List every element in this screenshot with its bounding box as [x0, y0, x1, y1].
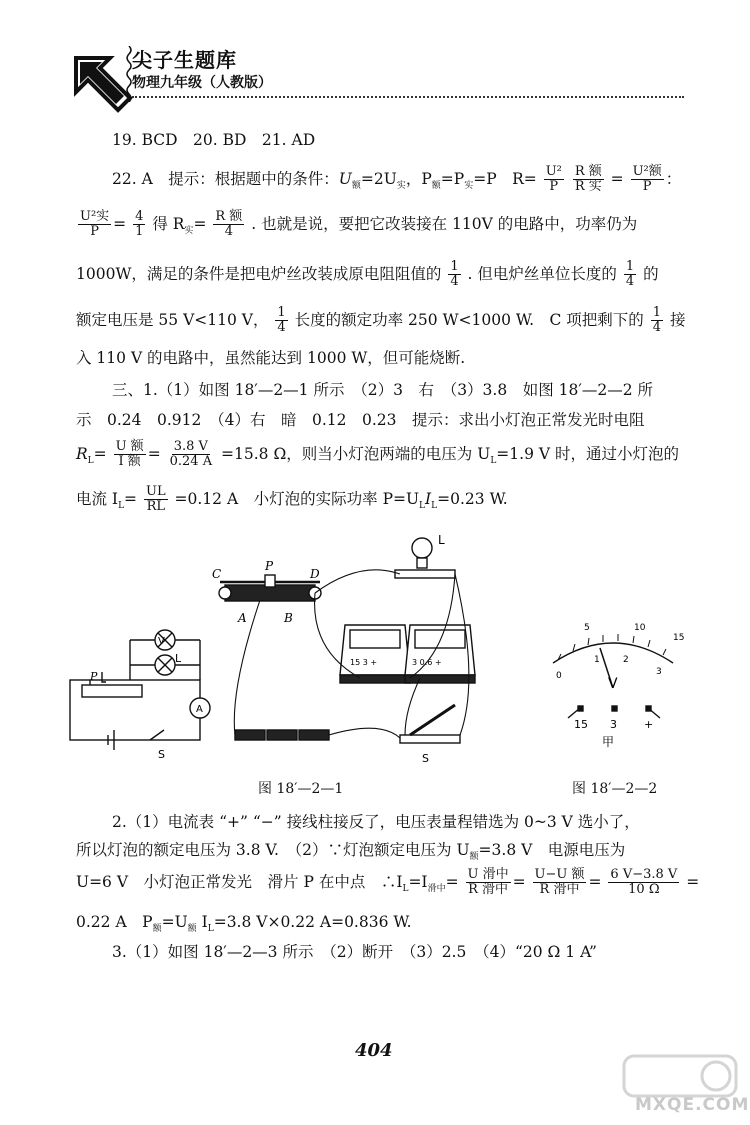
- book-title: 尖子生题库: [132, 48, 237, 72]
- answer-line: 入 110 V 的电路中，虽然能达到 1000 W，但可能烧断.: [76, 349, 466, 367]
- fraction: $\frac{\text{U²额}}{P}$: [632, 164, 662, 195]
- fraction: $\frac{1}{4}$: [652, 305, 662, 336]
- page-number: 404: [355, 1040, 393, 1061]
- circuit-figure-1: [60, 530, 480, 780]
- rheostat: [219, 575, 321, 601]
- fraction: $\frac{\text{U 滑中}}{\text{R 滑中}}$: [467, 867, 509, 898]
- fraction: $\frac{3.8 V}{0.24 A}$: [169, 439, 213, 470]
- scale-unit: V: [608, 676, 618, 692]
- figure-2-caption: 图 18′—2—2: [572, 781, 658, 797]
- answer-line: $\frac{\text{U²实}}{P}$ = $\frac{4}{1}$ 得 $R_实=$ $\frac{\text{R 额}}{4}$ . 也就是说，要把它改装接在 110V 的电路中，功率仍为: [80, 209, 638, 240]
- scale-bottom-2: 2: [623, 655, 629, 665]
- answer-line: 22. A 提示：根据题中的条件：$U_额=2U_实$，$P_额=P_实=P$ R= $\frac{\text{U²}}{P}$ $\frac{\text{R 额}}{\text{R 实}}$ = $\frac{\text{U²额}}{P}$ ：: [112, 164, 682, 195]
- answer-line: 2.（1）电流表 “+” “−” 接线柱接反了，电压表量程错选为 0~3 V 选小了，: [112, 813, 640, 831]
- scale-top-10: 10: [634, 623, 646, 633]
- terminal-c-label: C: [212, 567, 222, 581]
- fraction: $\frac{\text{U²}}{P}$: [545, 164, 562, 195]
- lamp-label: L: [175, 652, 182, 665]
- fraction: $\frac{\text{R 额}}{\text{R 实}}$: [574, 164, 602, 195]
- fraction: $\frac{\text{R 额}}{4}$: [215, 209, 243, 240]
- fraction: $\frac{\text{U²实}}{P}$: [80, 209, 110, 240]
- lamp: [395, 538, 455, 578]
- answer-line: 1000W，满足的条件是把电炉丝改装成原电阻阻值的 $\frac{1}{4}$ . 但电炉丝单位长度的 $\frac{1}{4}$ 的: [76, 259, 659, 290]
- terminal-d-label: D: [310, 567, 320, 581]
- scale-top-15: 15: [673, 633, 685, 643]
- knife-switch: [400, 705, 460, 743]
- fraction: $\frac{\text{U 额}}{\text{I 额}}$: [115, 439, 144, 470]
- answer-line: U=6 V 小灯泡正常发光 滑片 P 在中点 $\therefore I_L=I_{滑中}=$ $\frac{\text{U 滑中}}{\text{R 滑中}}$ = $\frac{\text{U−U 额}}{\text{R 滑中}}$ = $\frac{6 V-3.8 V}{10 \Omega}$ =: [76, 867, 700, 898]
- terminal-3: 3: [610, 718, 617, 731]
- switch-symbol-label: S: [158, 748, 165, 761]
- fraction: $\frac{1}{4}$: [277, 305, 286, 336]
- figure-jia-label: 甲: [602, 735, 615, 748]
- slider-label: P: [90, 670, 98, 683]
- dial-terminals: [568, 706, 660, 718]
- switch-s-label: S: [422, 752, 429, 765]
- answer-line: 额定电压是 55 V<110 V， $\frac{1}{4}$ 长度的额定功率 250 W<1000 W. C 项把剩下的 $\frac{1}{4}$ 接: [76, 305, 686, 336]
- dial-ticks: [558, 634, 666, 660]
- voltmeter-symbol-label: V: [158, 636, 165, 647]
- answer-line: 示 0.24 0.912 （4）右 暗 0.12 0.23 提示：求出小灯泡正常发光时电阻: [76, 411, 645, 429]
- watermark-text: MXQE.COM: [635, 1095, 750, 1115]
- answer-line: 0.22 A $P_额=U_额$ $I_L=3.8$ V×0.22 A=0.836 W.: [76, 913, 412, 935]
- lamp-l-label: L: [438, 533, 445, 547]
- voltmeter-dial-figure: [538, 618, 688, 748]
- figure-1-caption: 图 18′—2—1: [258, 781, 344, 797]
- terminal-b-label: B: [284, 611, 293, 625]
- scale-bottom-0: 0: [556, 671, 562, 681]
- book-subtitle: 物理九年级（人教版）: [132, 75, 272, 91]
- fraction: $\frac{1}{4}$: [625, 259, 635, 290]
- voltmeter: [340, 625, 410, 683]
- header-rule: [132, 96, 684, 98]
- fraction: $\frac{UL}{RL}$: [145, 484, 166, 515]
- scale-bottom-1: 1: [594, 655, 600, 665]
- scale-bottom-3: 3: [656, 667, 662, 677]
- ammeter-symbol-label: A: [196, 704, 203, 715]
- ammeter-terminals: 3 0.6 +: [412, 658, 442, 667]
- answer-line: 三、1.（1）如图 18′—2—1 所示 （2）3 右 （3）3.8 如图 18′—2—2 所: [112, 381, 654, 399]
- answer-line: 电流 $I_L=$ $\frac{UL}{RL}$ =0.12 A 小灯泡的实际功率 $P=U_LI_L=0.23$ W.: [76, 484, 508, 515]
- battery-pack: [235, 730, 329, 740]
- terminal-15: 15: [574, 718, 588, 731]
- answer-line: $R_L=$ $\frac{\text{U 额}}{\text{I 额}}$ = $\frac{3.8 V}{0.24 A}$ =15.8 Ω，则当小灯泡两端的电压为 $U_L=1.9$ V 时，通过小灯泡的: [76, 439, 679, 470]
- fraction: $\frac{4}{1}$: [135, 209, 144, 240]
- slider-p-label: P: [265, 559, 274, 573]
- fraction: $\frac{6 V-3.8 V}{10 \Omega}$: [610, 867, 678, 898]
- answer-line: 3.（1）如图 18′—2—3 所示 （2）断开 （3）2.5 （4）“20 Ω 1 A”: [112, 943, 597, 961]
- page-header: [70, 40, 690, 110]
- answer-line: 所以灯泡的额定电压为 3.8 V. （2）∵灯泡额定电压为 $U_额=3.8$ V 电源电压为: [76, 841, 626, 863]
- answer-line: 19. BCD 20. BD 21. AD: [112, 131, 316, 149]
- terminal-a-label: A: [238, 611, 247, 625]
- fraction: $\frac{\text{U−U 额}}{\text{R 滑中}}$: [534, 867, 585, 898]
- terminal-plus: +: [644, 718, 654, 731]
- voltmeter-terminals: 15 3 +: [350, 658, 378, 667]
- scale-top-5: 5: [584, 623, 590, 633]
- dial-scale-arc: [553, 643, 673, 663]
- schematic: [70, 630, 210, 750]
- fraction: $\frac{1}{4}$: [450, 259, 459, 290]
